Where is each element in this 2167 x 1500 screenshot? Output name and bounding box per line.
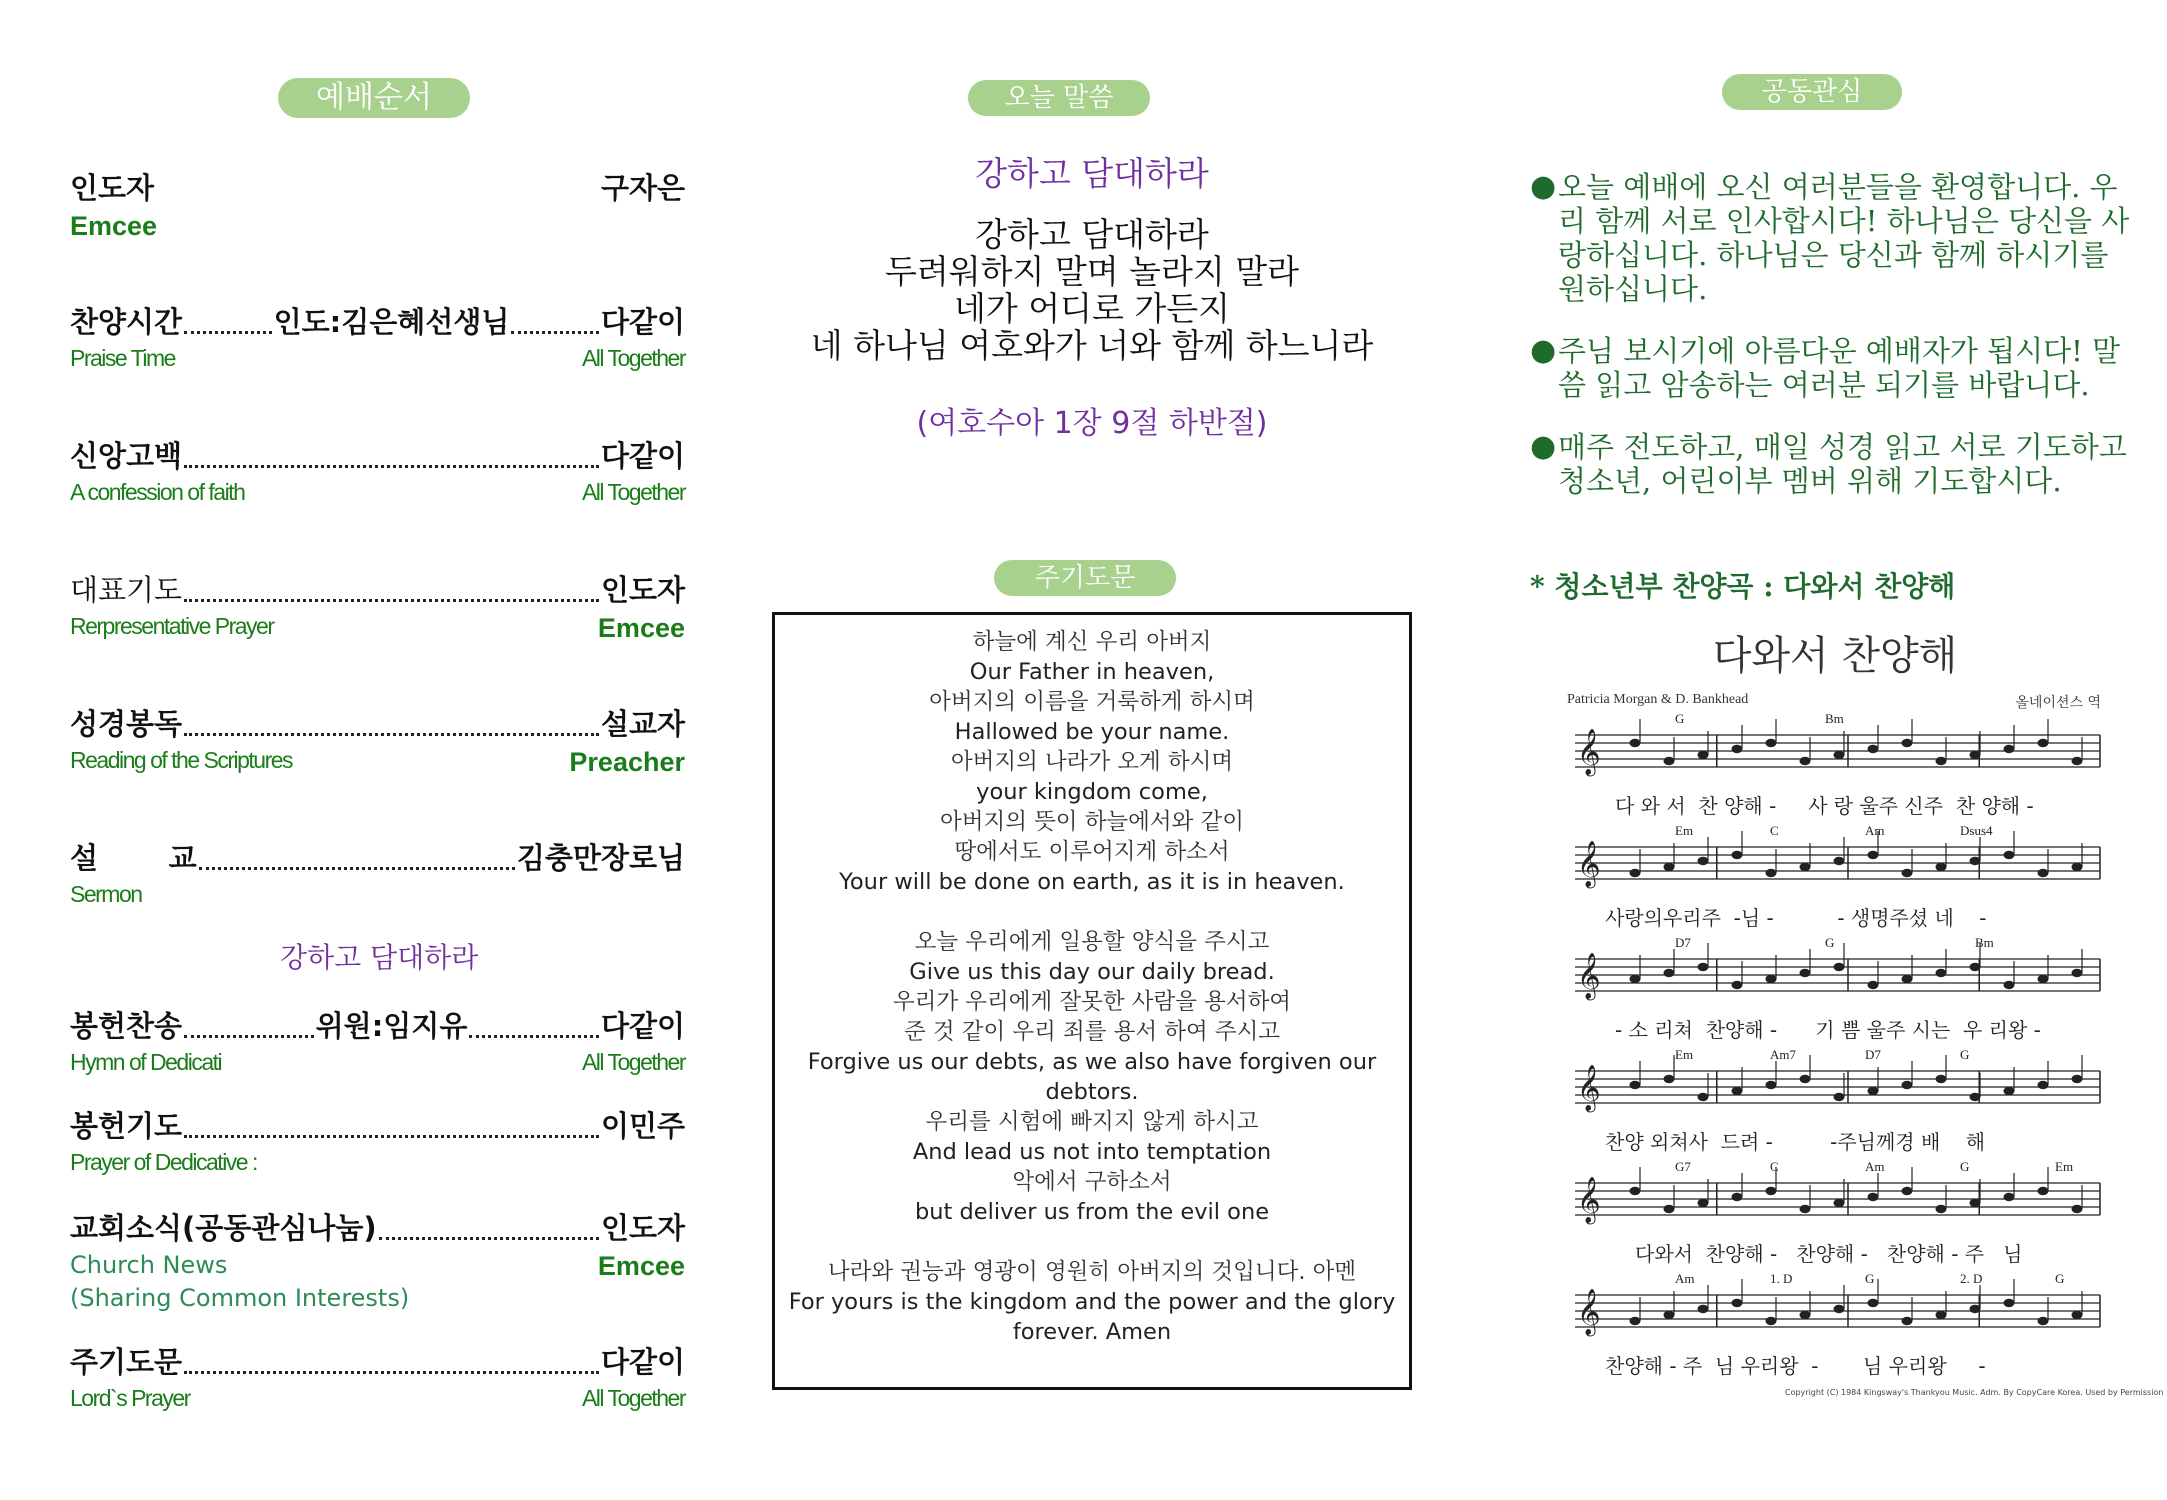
prayer-line: Hallowed be your name. <box>954 719 1230 745</box>
note-head <box>1834 1093 1845 1101</box>
order-item-detail: 위원:임지유 <box>315 1009 468 1043</box>
chord-symbol: Bm <box>1975 935 1994 950</box>
prayer-line: Your will be done on earth, as it is in heaven. <box>839 869 1345 895</box>
prayer-line: 하늘에 계신 우리 아버지 <box>972 629 1212 655</box>
score-translator: 올네이션스 역 <box>2015 695 2101 711</box>
order-item-who-en: All Together <box>581 479 685 505</box>
chord-symbol: Em <box>2055 1159 2074 1174</box>
section-header-word: 오늘 말씀 <box>968 80 1150 116</box>
order-item-who: 다같이 <box>600 1345 685 1379</box>
chord-symbol: C <box>1770 823 1779 838</box>
note-head <box>1868 851 1879 859</box>
note-head <box>2072 863 2083 871</box>
notice-list <box>1530 170 2140 498</box>
order-item-label-en-sub: (Sharing Common Interests) <box>70 1284 410 1312</box>
note-head <box>1664 757 1675 765</box>
note-head <box>1834 1305 1845 1313</box>
order-item-who-en: All Together <box>581 1385 685 1411</box>
prayer-line: but deliver us from the evil one <box>914 1199 1270 1225</box>
note-head <box>2004 851 2015 859</box>
note-head <box>1698 1093 1709 1101</box>
order-item-label: 설 교 <box>70 841 197 875</box>
note-head <box>1800 969 1811 977</box>
order-item-who: 다같이 <box>600 439 685 473</box>
verse-block <box>762 216 1422 364</box>
note-head <box>2004 1193 2015 1201</box>
leader-dots <box>184 465 599 468</box>
order-item <box>70 1340 685 1412</box>
note-head <box>2038 869 2049 877</box>
lyric-line: 찬양해 - 주 님 우리왕 - 님 우리왕 - <box>1605 1354 1986 1378</box>
prayer-line: 악에서 구하소서 <box>1012 1169 1172 1195</box>
bullet-icon: ● <box>1530 429 1557 464</box>
chord-symbol: Em <box>1675 823 1694 838</box>
note-head <box>2038 739 2049 747</box>
chord-symbol: G <box>2055 1271 2065 1286</box>
note-head <box>2072 757 2083 765</box>
verse-line: 네 하나님 여호와가 너와 함께 하느니라 <box>810 326 1374 365</box>
note-head <box>1732 745 1743 753</box>
word-title: 강하고 담대하라 <box>975 154 1209 193</box>
note-head <box>1732 851 1743 859</box>
prayer-line: Give us this day our daily bread. <box>909 959 1275 985</box>
order-item-label-en: Prayer of Dedicative : <box>70 1149 257 1175</box>
note-head <box>1766 739 1777 747</box>
note-head <box>1868 1193 1879 1201</box>
note-head <box>1868 1087 1879 1095</box>
note-head <box>1630 1317 1641 1325</box>
note-head <box>1732 1193 1743 1201</box>
note-head <box>1664 1311 1675 1319</box>
lyric-line: 사랑의우리주 -님 - - 생명주셨 네 - <box>1605 906 1987 930</box>
verse-line: 네가 어디로 가든지 <box>953 289 1230 328</box>
prayer-line: Forgive us our debts, as we also have forgiven our <box>807 1049 1377 1075</box>
song-label: * 청소년부 찬양곡 : 다와서 찬양해 <box>1530 570 1956 603</box>
note-head <box>1630 869 1641 877</box>
order-item-who-en: Emcee <box>597 1251 685 1281</box>
order-item <box>70 836 685 908</box>
section-header-concerns: 공동관심 <box>1722 74 1902 110</box>
note-head <box>1970 1199 1981 1207</box>
order-label-en: Emcee <box>70 211 158 241</box>
chord-symbol: G <box>1960 1159 1970 1174</box>
order-item-label: 교회소식(공동관심나눔) <box>70 1211 377 1245</box>
lyric-line: 다 와 서 찬 양해 - 사 랑 울주 신주 찬 양해 - <box>1615 794 2034 818</box>
lyric-line: 찬양 외쳐사 드려 - -주님께경 배 해 <box>1605 1130 1986 1154</box>
note-head <box>2004 981 2015 989</box>
note-head <box>1936 1311 1947 1319</box>
notice-item <box>1530 430 2140 498</box>
note-head <box>1834 963 1845 971</box>
prayer-line: Our Father in heaven, <box>969 659 1215 685</box>
prayer-line: 아버지의 나라가 오게 하시며 <box>950 749 1234 775</box>
bullet-icon: ● <box>1530 169 1557 204</box>
order-leader <box>70 166 685 242</box>
chord-symbol: G <box>1960 1047 1970 1062</box>
note-head <box>2004 745 2015 753</box>
prayer-line: 우리를 시험에 빠지지 않게 하시고 <box>925 1109 1259 1135</box>
leader-dots <box>184 1035 314 1038</box>
lords-prayer-box <box>772 612 1412 1390</box>
chord-symbol: G <box>1825 935 1835 950</box>
treble-clef-icon: 𝄞 <box>1577 1065 1601 1111</box>
note-head <box>1732 1299 1743 1307</box>
prayer-line: 준 것 같이 우리 죄를 용서 하여 주시고 <box>903 1019 1281 1045</box>
leader-dots <box>379 1237 599 1240</box>
order-item <box>70 568 685 644</box>
sermon-title: 강하고 담대하라 <box>280 941 479 974</box>
prayer-line: For yours is the kingdom and the power and the glory <box>788 1289 1396 1315</box>
note-head <box>1936 863 1947 871</box>
chord-symbol: G <box>1865 1271 1875 1286</box>
order-item-label: 성경봉독 <box>70 707 183 741</box>
leader-dots <box>184 1135 599 1138</box>
note-head <box>1936 757 1947 765</box>
chord-symbol: Am <box>1865 1159 1885 1174</box>
order-item-who-en: Emcee <box>597 613 685 643</box>
order-item-who: 설교자 <box>600 707 685 741</box>
note-head <box>1868 981 1879 989</box>
note-head <box>1800 1311 1811 1319</box>
verse-line: 두려워하지 말며 놀라지 말라 <box>884 252 1299 291</box>
note-head <box>1800 863 1811 871</box>
note-head <box>1630 1081 1641 1089</box>
note-head <box>1902 1081 1913 1089</box>
order-item-detail: 인도:김은혜선생님 <box>273 305 510 339</box>
order-item-who: 다같이 <box>600 305 686 339</box>
note-head <box>2038 975 2049 983</box>
leader-dots <box>469 1035 599 1038</box>
note-head <box>1902 739 1913 747</box>
order-item <box>70 434 685 506</box>
leader-dots <box>184 733 599 736</box>
prayer-line: 아버지의 뜻이 하늘에서와 같이 <box>939 809 1244 835</box>
order-item-label: 대표기도 <box>70 573 183 607</box>
score-composer: Patricia Morgan & D. Bankhead <box>1567 692 1749 707</box>
order-item <box>70 702 685 778</box>
notice-item <box>1530 170 2140 306</box>
lyric-line: - 소 리쳐 찬양해 - 기 쁨 울주 시는 우 리왕 - <box>1615 1018 2041 1042</box>
prayer-line: your kingdom come, <box>976 779 1208 805</box>
treble-clef-icon: 𝄞 <box>1577 953 1601 999</box>
chord-symbol: G7 <box>1675 1159 1691 1174</box>
lyric-line: 다와서 찬양해 - 찬양해 - 찬양해 - 주 님 <box>1635 1242 2023 1266</box>
note-head <box>1936 1205 1947 1213</box>
note-head <box>1970 751 1981 759</box>
note-head <box>2004 1299 2015 1307</box>
order-item-label: 봉헌기도 <box>70 1109 183 1143</box>
order-item-label-en: Praise Time <box>70 345 175 371</box>
prayer-line: 오늘 우리에게 일용할 양식을 주시고 <box>914 929 1270 955</box>
note-head <box>1698 963 1709 971</box>
note-head <box>1834 1199 1845 1207</box>
note-head <box>1732 981 1743 989</box>
treble-clef-icon: 𝄞 <box>1577 841 1601 887</box>
note-head <box>1902 1317 1913 1325</box>
order-item-label-en: Lord`s Prayer <box>70 1385 190 1411</box>
prayer-line: 우리가 우리에게 잘못한 사람을 용서하여 <box>892 989 1292 1015</box>
note-head <box>1664 1075 1675 1083</box>
note-head <box>1936 1075 1947 1083</box>
order-item <box>70 1004 685 1076</box>
chord-symbol: Am <box>1865 823 1885 838</box>
sheet-music <box>1555 620 2164 1400</box>
order-item <box>70 1104 685 1176</box>
notice-text: 매주 전도하고, 매일 성경 읽고 서로 기도하고 청소년, 어린이부 멤버 위해 기도합시다. <box>1558 430 2127 498</box>
note-head <box>2004 1087 2015 1095</box>
note-head <box>1800 1075 1811 1083</box>
order-item-label-en: Sermon <box>70 881 142 907</box>
order-item-label-en: Hymn of Dedicati <box>70 1049 222 1075</box>
note-head <box>1664 863 1675 871</box>
score-title: 다와서 찬양해 <box>1712 633 1958 679</box>
order-item <box>70 300 685 372</box>
prayer-line: And lead us not into temptation <box>912 1139 1272 1165</box>
order-item-label: 신앙고백 <box>70 439 183 473</box>
note-head <box>1970 1305 1981 1313</box>
note-head <box>1766 1187 1777 1195</box>
chord-symbol: D7 <box>1675 935 1691 950</box>
order-item-who-en: All Together <box>581 1049 685 1075</box>
chord-symbol: 1. D <box>1770 1271 1793 1286</box>
treble-clef-icon: 𝄞 <box>1577 1177 1601 1223</box>
bullet-icon: ● <box>1530 333 1557 368</box>
order-item <box>70 1206 685 1312</box>
note-head <box>1970 1093 1981 1101</box>
note-head <box>1800 757 1811 765</box>
note-head <box>2072 969 2083 977</box>
chord-symbol: G <box>1675 711 1685 726</box>
chord-symbol: Em <box>1675 1047 1694 1062</box>
note-head <box>1698 1199 1709 1207</box>
note-head <box>1868 745 1879 753</box>
note-head <box>1868 1299 1879 1307</box>
section-header-prayer: 주기도문 <box>994 560 1176 596</box>
order-item-label-en: Church News <box>70 1251 228 1279</box>
order-label: 인도자 <box>70 171 155 205</box>
order-item-who: 이민주 <box>600 1109 685 1143</box>
order-item-who: 인도자 <box>600 1211 685 1245</box>
order-item-label: 찬양시간 <box>70 305 183 339</box>
note-head <box>1732 1087 1743 1095</box>
order-item-label-en: Reading of the Scriptures <box>70 747 293 773</box>
note-head <box>1834 857 1845 865</box>
note-head <box>2072 1075 2083 1083</box>
order-item-who: 인도자 <box>600 573 685 607</box>
note-head <box>1630 1187 1641 1195</box>
treble-clef-icon: 𝄞 <box>1577 1289 1601 1335</box>
note-head <box>1630 975 1641 983</box>
leader-dots <box>184 331 272 334</box>
note-head <box>1766 1081 1777 1089</box>
note-head <box>1800 1205 1811 1213</box>
note-head <box>2038 1187 2049 1195</box>
prayer-line: forever. Amen <box>1012 1319 1172 1345</box>
note-head <box>1902 1187 1913 1195</box>
leader-dots <box>184 599 599 602</box>
leader-dots <box>511 331 599 334</box>
notice-item <box>1530 334 2140 402</box>
note-head <box>1902 869 1913 877</box>
note-head <box>1766 975 1777 983</box>
note-head <box>2072 1205 2083 1213</box>
note-head <box>1630 739 1641 747</box>
chord-symbol: Bm <box>1825 711 1844 726</box>
order-item-who-en: Preacher <box>569 747 685 777</box>
notice-text: 오늘 예배에 오신 여러분들을 환영합니다. 우리 함께 서로 인사합시다! 하나님은 당신을 사랑하십니다. 하나님은 당신과 함께 하시기를 원하십니다. <box>1558 170 2130 306</box>
note-head <box>1698 751 1709 759</box>
note-head <box>2038 1317 2049 1325</box>
order-item-label: 주기도문 <box>70 1345 183 1379</box>
note-head <box>1664 1205 1675 1213</box>
verse-reference: (여호수아 1장 9절 하반절) <box>916 406 1268 441</box>
note-head <box>1936 969 1947 977</box>
chord-symbol: Dsus4 <box>1960 823 1993 838</box>
prayer-line: 아버지의 이름을 거룩하게 하시며 <box>929 689 1255 715</box>
prayer-line: 땅에서도 이루어지게 하소서 <box>954 839 1230 865</box>
note-head <box>1902 975 1913 983</box>
note-head <box>2038 1081 2049 1089</box>
chord-symbol: Am7 <box>1770 1047 1796 1062</box>
note-head <box>2072 1311 2083 1319</box>
note-head <box>1970 857 1981 865</box>
notice-text: 주님 보시기에 아름다운 예배자가 됩시다! 말씀 읽고 암송하는 여러분 되기를 바랍니다. <box>1558 334 2120 402</box>
note-head <box>1766 869 1777 877</box>
note-head <box>1698 857 1709 865</box>
note-head <box>1834 751 1845 759</box>
note-head <box>1664 969 1675 977</box>
chord-symbol: C <box>1770 1159 1779 1174</box>
note-head <box>1766 1317 1777 1325</box>
chord-symbol: Am <box>1675 1271 1695 1286</box>
chord-symbol: D7 <box>1865 1047 1881 1062</box>
prayer-line: 나라와 권능과 영광이 영원히 아버지의 것입니다. 아멘 <box>827 1259 1357 1285</box>
order-item-who-en: All Together <box>581 345 685 371</box>
order-item-label: 봉헌찬송 <box>70 1009 183 1043</box>
treble-clef-icon: 𝄞 <box>1577 729 1601 775</box>
verse-line: 강하고 담대하라 <box>975 215 1209 254</box>
note-head <box>1698 1305 1709 1313</box>
score-copyright: Copyright (C) 1984 Kingsway's Thankyou Music. Adm. By CopyCare Korea. Used by Permission <box>1785 1388 2164 1397</box>
order-person: 구자은 <box>600 171 685 205</box>
chord-symbol: 2. D <box>1960 1271 1983 1286</box>
order-item-label-en: Rerpresentative Prayer <box>70 613 274 639</box>
prayer-line: debtors. <box>1045 1079 1139 1105</box>
note-head <box>1970 963 1981 971</box>
order-item-who: 김충만장로님 <box>516 841 685 875</box>
section-header-order: 예배순서 <box>278 78 470 118</box>
leader-dots <box>199 867 515 870</box>
order-item-who: 다같이 <box>600 1009 685 1043</box>
order-item-label-en: A confession of faith <box>70 479 245 505</box>
leader-dots <box>184 1371 599 1374</box>
